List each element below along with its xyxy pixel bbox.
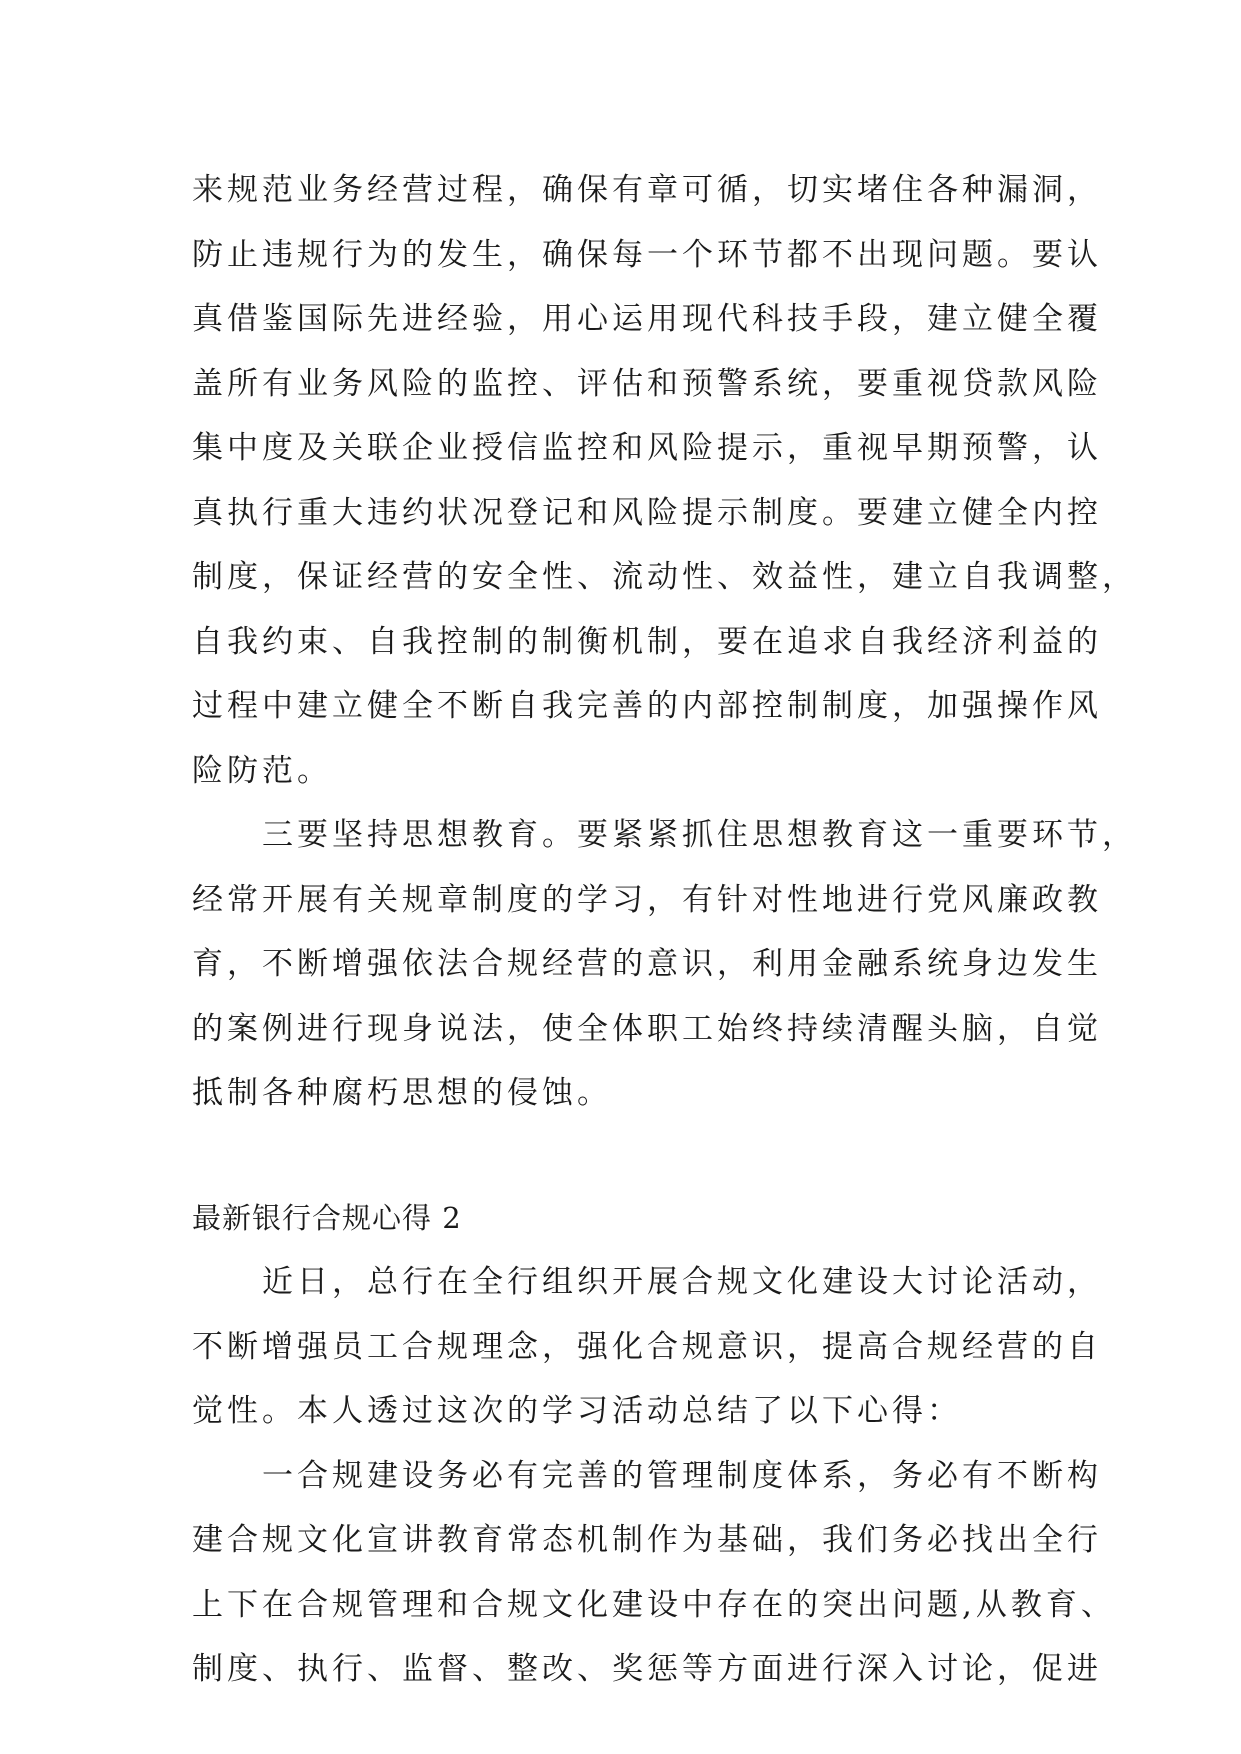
text-line: 真执行重大违约状况登记和风险提示制度。要建立健全内控 xyxy=(192,494,1102,531)
text-line: 制度，保证经营的安全性、流动性、效益性，建立自我调整， xyxy=(192,559,1137,595)
section-gap xyxy=(192,1126,1052,1186)
text-line: 觉性。本人透过这次的学习活动总结了以下心得： xyxy=(192,1393,962,1429)
text-line: 自我约束、自我控制的制衡机制，要在追求自我经济利益的 xyxy=(192,623,1102,660)
section-title: 最新银行合规心得 2 xyxy=(192,1200,462,1235)
text-line: 三要坚持思想教育。要紧紧抓住思想教育这一重要环节， xyxy=(262,817,1137,853)
text-line: 险防范。 xyxy=(192,752,332,789)
text-line: 经常开展有关规章制度的学习，有针对性地进行党风廉政教 xyxy=(192,881,1102,918)
document-body xyxy=(192,158,1137,1702)
text-line: 上下在合规管理和合规文化建设中存在的突出问题,从教育、 xyxy=(192,1586,1116,1623)
text-line: 过程中建立健全不断自我完善的内部控制制度，加强操作风 xyxy=(192,688,1102,724)
text-line: 集中度及关联企业授信监控和风险提示，重视早期预警，认 xyxy=(192,430,1102,466)
text-line: 防止违规行为的发生，确保每一个环节都不出现问题。要认 xyxy=(192,236,1102,273)
text-line: 抵制各种腐朽思想的侵蚀。 xyxy=(192,1075,612,1111)
text-line: 来规范业务经营过程，确保有章可循，切实堵住各种漏洞， xyxy=(192,172,1102,208)
text-line: 建合规文化宣讲教育常态机制作为基础，我们务必找出全行 xyxy=(192,1522,1102,1558)
text-line: 一合规建设务必有完善的管理制度体系，务必有不断构 xyxy=(262,1457,1102,1494)
text-line: 的案例进行现身说法，使全体职工始终持续清醒头脑，自觉 xyxy=(192,1010,1102,1047)
text-line: 制度、执行、监督、整改、奖惩等方面进行深入讨论，促进 xyxy=(192,1651,1102,1687)
text-line: 盖所有业务风险的监控、评估和预警系统，要重视贷款风险 xyxy=(192,365,1102,402)
text-line: 真借鉴国际先进经验，用心运用现代科技手段，建立健全覆 xyxy=(192,301,1102,337)
text-line: 近日，总行在全行组织开展合规文化建设大讨论活动， xyxy=(262,1264,1102,1300)
text-line: 不断增强员工合规理念，强化合规意识，提高合规经营的自 xyxy=(192,1328,1102,1365)
text-line: 育，不断增强依法合规经营的意识，利用金融系统身边发生 xyxy=(192,946,1102,982)
